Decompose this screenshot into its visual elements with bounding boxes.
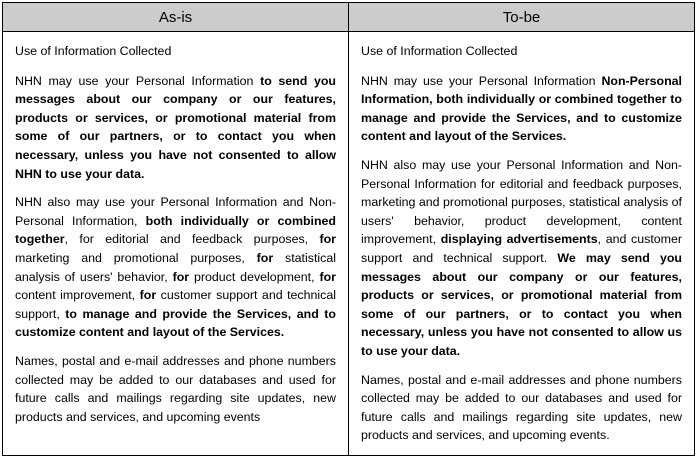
text-segment: NHN may use your Personal Information [361,73,602,88]
to-be-paragraph-1 [361,72,682,146]
text-segment: NHN may use your Personal Information [15,73,261,88]
bold-text: to send you messages about our company or our features, products or services, or promotional material from some of our partners, or to contact you when necessary, unless you have not consented to allow NHN to use your data. [15,73,336,181]
bold-text: We may send you messages about our company or our features, products or services, or promotional material from some of our partners, or to contact you when necessary, unless you have not consented to allow us to use your data. [361,250,683,358]
as-is-header: As-is [3,3,349,32]
text-segment: content improvement, [15,288,140,303]
bold-text: for [319,232,336,247]
text-segment: statistical analysis of users' behavior, [15,250,336,284]
bold-text: for [139,288,157,303]
text-segment: , and customer support and technical support. [361,232,682,265]
as-is-title: Use of Information Collected [15,44,172,58]
bold-text: for [172,269,190,284]
comparison-table [2,2,695,456]
bold-text: displaying advertisements [440,232,598,247]
bold-text: Non-Personal Information, both individually or combined together to manage and provide the Services, and to customize content and layout of the Services. [361,73,682,144]
to-be-column [349,32,695,456]
as-is-paragraph-1 [15,72,336,184]
text-segment: product development, [189,269,320,284]
bold-text: for [319,269,336,284]
bold-text: to manage and provide the Services, and to customize content and layout of the Services. [15,306,336,340]
to-be-paragraph-2 [361,156,682,361]
text-segment: , for editorial and feedback purposes, [64,232,320,247]
text-segment: NHN also may use your Personal Information and Non-Personal Information, [15,195,336,228]
as-is-paragraph-3: Names, postal and e-mail addresses and phone numbers collected may be added to our databases and used for future calls and mailings regarding site updates, new products and services, and upcoming events [15,353,336,424]
text-segment: NHN also may use your Personal Information and Non-Personal Information for editorial and feedback purposes, marketing and promotional purposes, statistical analysis of users' behavior, product development, content improvement, [361,157,682,247]
to-be-header: To-be [349,3,695,32]
as-is-paragraph-2 [15,193,336,342]
bold-text: both individually or combined together [15,213,336,247]
text-segment: marketing and promotional purposes, [15,250,257,265]
to-be-title: Use of Information Collected [361,44,518,58]
text-segment: customer support and technical support, [15,288,336,321]
bold-text: for [256,250,274,265]
as-is-column [3,32,349,456]
to-be-paragraph-3: Names, postal and e-mail addresses and phone numbers collected may be added to our databases and used for future calls and mailings regarding site updates, new products and services, and upcoming events. [361,372,682,443]
